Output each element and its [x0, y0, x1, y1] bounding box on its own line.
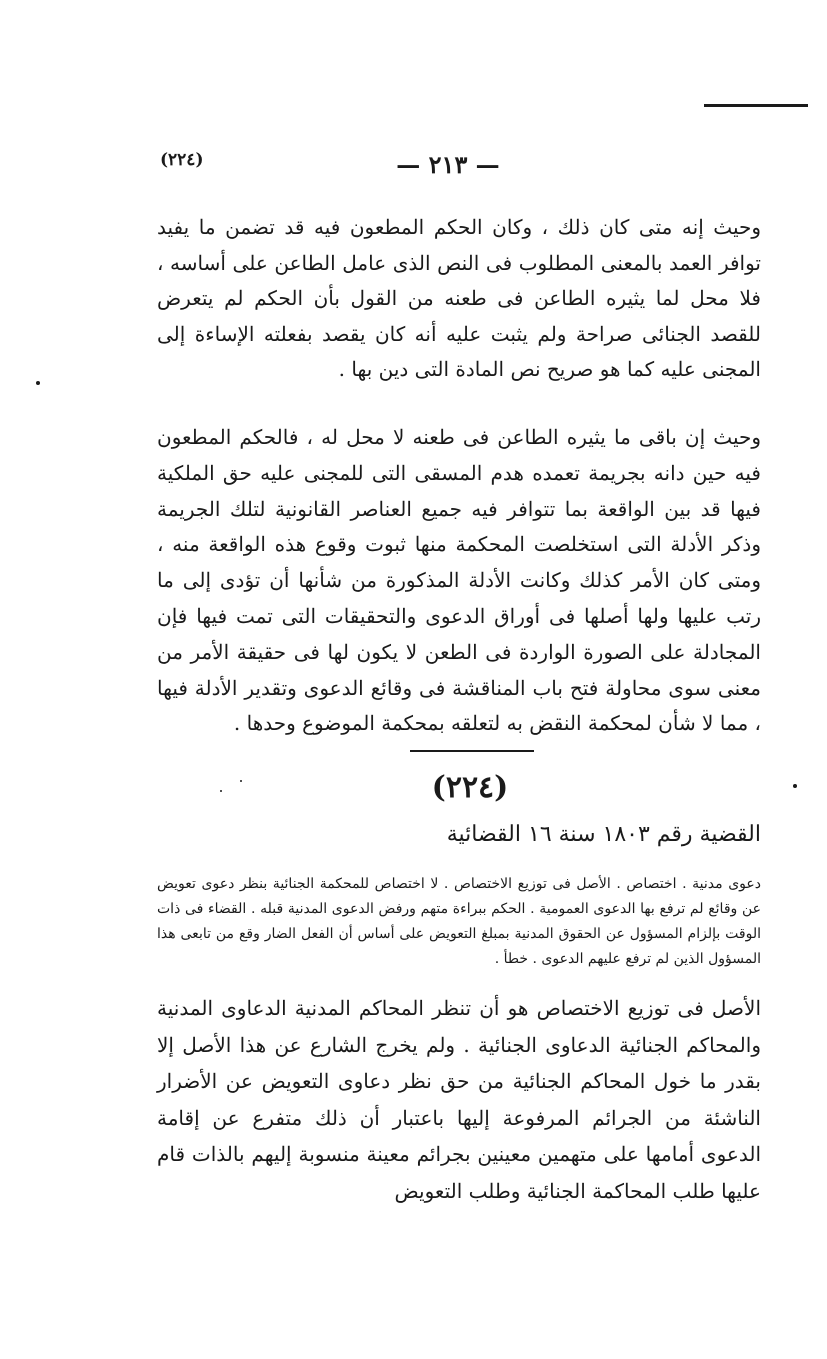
paragraph-3-text: الأصل فى توزيع الاختصاص هو أن تنظر المحاكم المدنية الدعاوى المدنية والمحاكم الجنائية الدعاوى الجنائية . ولم يخرج الشارع عن هذا الأصل إلا بقدر ما خول المحاكم الجنائية من حق نظر دعاوى التعويض عن الأضرار الناشئة من الجرائم المرفوعة إليها باعتبار أن ذلك متفرع عن إقامة الدعوى أمامها على متهمين معينين بجرائم معينة منسوبة إليهم بالذات قام عليها طلب المحاكمة الجنائية وطلب التعويض [157, 996, 761, 1203]
page-number: — ٢١٣ — [396, 150, 500, 179]
scan-edge-line [704, 104, 808, 107]
running-case-ref: (٢٢٤) [160, 150, 204, 170]
scan-speck [220, 790, 222, 792]
paragraph-2 [157, 420, 761, 742]
case-summary [157, 872, 761, 972]
scan-speck [793, 784, 797, 788]
paragraph-2-text: وحيث إن باقى ما يثيره الطاعن فى طعنه لا محل له ، فالحكم المطعون فيه حين دانه بجريمة تعمده هدم المسقى التى للمجنى عليه حق الملكية فيها قد بين الواقعة بما تتوافر فيه جميع العناصر القانونية لتلك الجريمة وذكر الأدلة التى استخلصت المحكمة منها ثبوت وقوع هذه الواقعة منه ، ومتى كان الأمر كذلك وكانت الأدلة المذكورة من شأنها أن تؤدى إلى ما رتب عليها ولها أصلها فى أوراق الدعوى والتحقيقات التى تمت فيها فإن المجادلة على الصورة الواردة فى الطعن لا يكون لها فى حقيقة الأمر من معنى سوى محاولة فتح باب المناقشة فى وقائع الدعوى وتقدير الأدلة فيها ، مما لا شأن لمحكمة النقض به لتعلقه بمحكمة الموضوع وحدها . [157, 425, 761, 736]
case-title: القضية رقم ١٨٠٣ سنة ١٦ القضائية [446, 822, 761, 847]
page-header [160, 146, 720, 186]
case-number-heading: (٢٢٤) [431, 770, 509, 805]
section-divider [410, 750, 534, 752]
scan-speck [240, 780, 242, 782]
case-summary-text: دعوى مدنية . اختصاص . الأصل فى توزيع الاختصاص . لا اختصاص للمحكمة الجنائية بنظر دعوى تعويض عن وقائع لم ترفع بها الدعوى العمومية . الحكم ببراءة متهم ورفض الدعوى المدنية قبله . القضاء فى ذات الوقت بإلزام المسؤول عن الحقوق المدنية بمبلغ التعويض على أساس أن الفعل الضار وقع من تابعى هذا المسؤول الذين لم ترفع عليهم الدعوى . خطأ . [157, 876, 761, 967]
scan-speck [36, 381, 40, 385]
paragraph-3 [157, 990, 761, 1209]
paragraph-1-text: وحيث إنه متى كان ذلك ، وكان الحكم المطعون فيه قد تضمن ما يفيد توافر العمد بالمعنى المطلوب فى النص الذى عامل الطاعن على أساسه ، فلا محل لما يثيره الطاعن فى طعنه من القول بأن الحكم لم يتعرض للقصد الجنائى صراحة ولم يثبت عليه أنه كان يقصد بفعلته الإساءة إلى المجنى عليه كما هو صريح نص المادة التى دين بها . [157, 215, 761, 382]
paragraph-1 [157, 210, 761, 388]
